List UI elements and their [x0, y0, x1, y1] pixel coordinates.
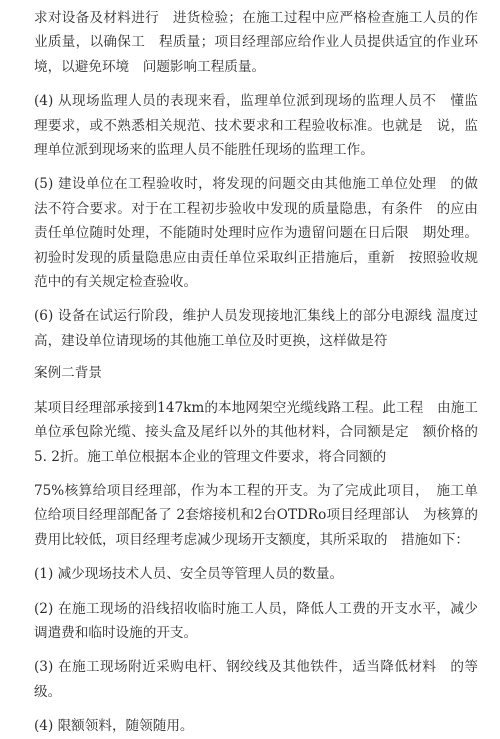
paragraph-continuation: 求对设备及材料进行 进货检验；在施工过程中应严格检查施工人员的作业质量，以确保工 程质量；项目经理部应给作业人员提供适宜的作业环境，以避免环境 问题影响工程质量。	[34, 10, 478, 75]
paragraph-item-6: (6) 设备在试运行阶段，维护人员发现接地汇集线上的部分电源线 温度过高，建设单位请现场的其他施工单位及时更换，这样做是符	[34, 308, 478, 349]
paragraph-measure-1: (1) 减少现场技术人员、安全员等管理人员的数量。	[34, 566, 344, 583]
paragraph-measure-2: (2) 在施工现场的沿线招收临时施工人员，降低人工费的开支水平，减少调遣费和临时设施的开支。	[34, 600, 478, 641]
paragraph-item-5: (5) 建设单位在工程验收时，将发现的问题交由其他施工单位处理 的做法不符合要求。对于在工程初步验收中发现的质量隐患，有条件 的应由责任单位随时处理，不能随时处理时应作为遗留问题在日后限 期处理。初验时发现的质量隐患应由责任单位采取纠正措施后，重新 按照验收规范中的有关规定检查验收。	[34, 176, 478, 291]
paragraph-item-4: (4) 从现场监理人员的表现来看，监理单位派到现场的监理人员不 懂监理要求，或不熟悉相关规范、技术要求和工程验收标准。也就是 说，监理单位派到现场来的监理人员不能胜任现场的监理工作。	[34, 93, 478, 159]
paragraph-budget: 75%核算给项目经理部，作为本工程的开支。为了完成此项目， 施工单位给项目经理部配备了 2套熔接机和2台OTDRo项目经理部认 为核算的费用比较低，项目经理考虑减少现场开支额度，其所采取的 措施如下：	[34, 482, 478, 548]
paragraph-case-background: 某项目经理部承接到147km的本地网架空光缆线路工程。此工程 由施工单位承包除光缆、接头盒及尾纤以外的其他材料，合同额是定 额价格的5. 2折。施工单位根据本企业的管理文件要求，将合同额的	[34, 399, 478, 465]
section-heading-case-two: 案例二背景	[34, 365, 102, 382]
paragraph-measure-4: (4) 限额领料，随领随用。	[34, 718, 194, 735]
paragraph-measure-3: (3) 在施工现场附近采购电杆、钢绞线及其他铁件，适当降低材料 的等级。	[34, 659, 478, 700]
